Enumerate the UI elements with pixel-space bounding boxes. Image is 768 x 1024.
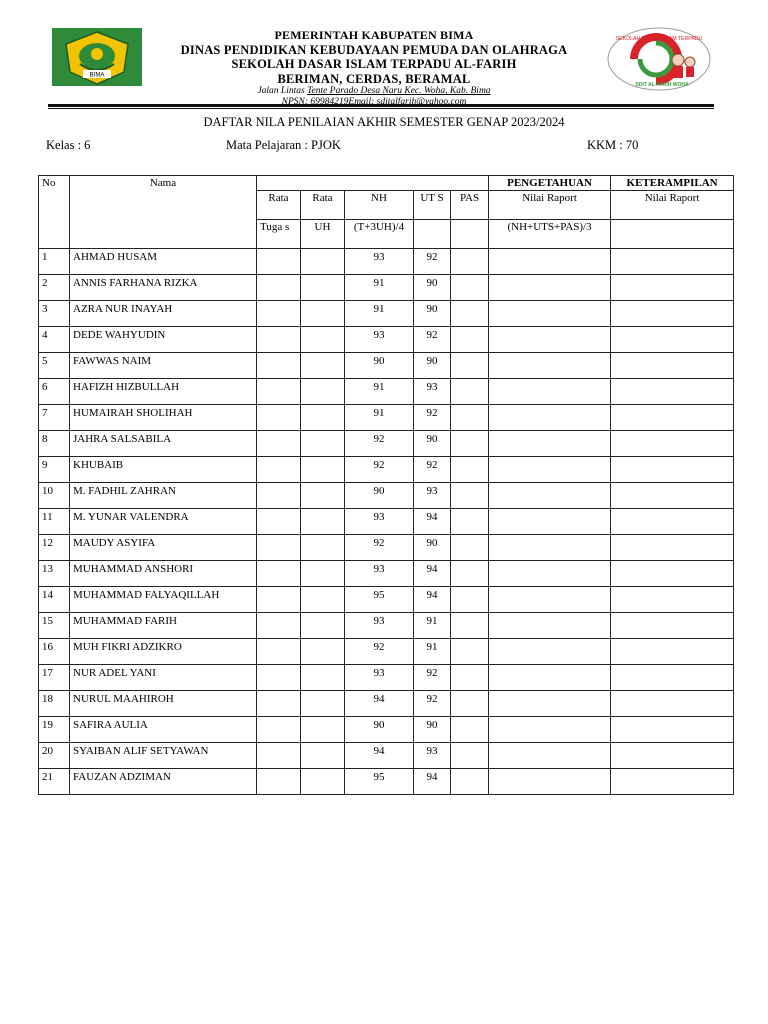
table-row [39,613,734,639]
cell-nh: 93 [345,249,414,275]
cell-pas [451,379,489,405]
cell-pas [451,717,489,743]
document-title: DAFTAR NILA PENILAIAN AKHIR SEMESTER GENAP 2023/2024 [203,115,565,129]
cell-raport-pengetahuan [489,509,611,535]
cell-raport-pengetahuan [489,613,611,639]
cell-no: 4 [39,327,70,353]
cell-nama: HUMAIRAH SHOLIHAH [70,405,257,431]
letterhead [0,0,768,110]
cell-uts: 90 [414,301,451,327]
table-row [39,639,734,665]
table-row [39,691,734,717]
cell-nh: 90 [345,717,414,743]
cell-raport-pengetahuan [489,327,611,353]
cell-rata-tugas [257,639,301,665]
cell-raport-pengetahuan [489,301,611,327]
cell-pas [451,613,489,639]
cell-raport-keterampilan [611,405,734,431]
header-blank [257,176,489,191]
cell-rata-tugas [257,301,301,327]
cell-raport-pengetahuan [489,535,611,561]
cell-no: 17 [39,665,70,691]
cell-raport-keterampilan [611,301,734,327]
cell-rata-tugas [257,561,301,587]
cell-raport-pengetahuan [489,587,611,613]
header-raport-formula: (NH+UTS+PAS)/3 [489,220,611,249]
cell-uts: 92 [414,691,451,717]
cell-rata-tugas [257,405,301,431]
address-prefix: Jalan Lintas [257,86,308,96]
cell-raport-pengetahuan [489,483,611,509]
cell-pas [451,483,489,509]
cell-pas [451,353,489,379]
cell-uts: 91 [414,613,451,639]
cell-nh: 95 [345,587,414,613]
header-uh: UH [301,220,345,249]
cell-rata-uh [301,509,345,535]
cell-rata-tugas [257,743,301,769]
table-row [39,249,734,275]
cell-rata-uh [301,743,345,769]
cell-uts: 90 [414,431,451,457]
cell-nh: 95 [345,769,414,795]
header-contact: NPSN: 69984219Email: sditalfarih@yahoo.com [281,97,467,107]
cell-uts: 90 [414,353,451,379]
cell-raport-pengetahuan [489,561,611,587]
cell-nama: FAUZAN ADZIMAN [70,769,257,795]
cell-rata-tugas [257,587,301,613]
cell-no: 5 [39,353,70,379]
cell-pas [451,587,489,613]
cell-rata-uh [301,665,345,691]
bima-regency-logo [50,26,144,88]
cell-raport-pengetahuan [489,691,611,717]
table-row [39,457,734,483]
table-row [39,431,734,457]
cell-nh: 94 [345,743,414,769]
cell-rata-tugas [257,717,301,743]
cell-rata-uh [301,639,345,665]
header-address [146,86,602,97]
cell-uts: 94 [414,769,451,795]
cell-nama: M. YUNAR VALENDRA [70,509,257,535]
cell-raport-keterampilan [611,327,734,353]
header-pengetahuan: PENGETAHUAN [489,176,611,191]
cell-nama: MUHAMMAD ANSHORI [70,561,257,587]
cell-uts: 94 [414,587,451,613]
cell-rata-uh [301,431,345,457]
table-row [39,405,734,431]
cell-rata-uh [301,535,345,561]
cell-pas [451,691,489,717]
cell-nama: FAWWAS NAIM [70,353,257,379]
cell-no: 1 [39,249,70,275]
cell-rata-uh [301,275,345,301]
cell-uts: 92 [414,249,451,275]
cell-raport-keterampilan [611,743,734,769]
cell-pas [451,665,489,691]
cell-no: 15 [39,613,70,639]
table-row [39,587,734,613]
cell-raport-keterampilan [611,379,734,405]
header-motto: BERIMAN, CERDAS, BERAMAL [277,71,471,86]
cell-nh: 91 [345,379,414,405]
table-row [39,509,734,535]
cell-raport-pengetahuan [489,405,611,431]
header-uts: UT S [414,191,451,220]
header-line-1: PEMERINTAH KABUPATEN BIMA [274,28,474,42]
cell-raport-pengetahuan [489,249,611,275]
header-line-2: DINAS PENDIDIKAN KEBUDAYAAN PEMUDA DAN OLAHRAGA [180,42,568,57]
cell-raport-pengetahuan [489,275,611,301]
cell-raport-keterampilan [611,691,734,717]
cell-rata-uh [301,249,345,275]
letterhead-rule-thick [48,104,714,107]
cell-uts: 90 [414,535,451,561]
cell-nama: HAFIZH HIZBULLAH [70,379,257,405]
header-line-3: SEKOLAH DASAR ISLAM TERPADU AL-FARIH [231,57,517,71]
cell-rata-tugas [257,691,301,717]
cell-raport-pengetahuan [489,665,611,691]
table-row [39,275,734,301]
school-logo [606,26,712,92]
cell-raport-keterampilan [611,509,734,535]
header-nilai-raport-keterampilan: Nilai Raport [611,191,734,220]
cell-uts: 92 [414,405,451,431]
cell-no: 13 [39,561,70,587]
cell-rata-uh [301,353,345,379]
cell-no: 7 [39,405,70,431]
table-row [39,301,734,327]
cell-nama: MUHAMMAD FARIH [70,613,257,639]
cell-no: 18 [39,691,70,717]
cell-nama: SAFIRA AULIA [70,717,257,743]
cell-rata-uh [301,327,345,353]
cell-raport-keterampilan [611,431,734,457]
cell-no: 2 [39,275,70,301]
cell-rata-tugas [257,431,301,457]
cell-nama: SYAIBAN ALIF SETYAWAN [70,743,257,769]
cell-uts: 91 [414,639,451,665]
cell-no: 9 [39,457,70,483]
cell-rata-uh [301,379,345,405]
letterhead-text [146,28,602,108]
header-nh: NH [345,191,414,220]
cell-nama: M. FADHIL ZAHRAN [70,483,257,509]
cell-rata-uh [301,613,345,639]
cell-rata-tugas [257,769,301,795]
cell-uts: 93 [414,483,451,509]
cell-raport-keterampilan [611,561,734,587]
cell-pas [451,431,489,457]
header-tugas: Tuga s [257,220,301,249]
table-row [39,327,734,353]
cell-uts: 94 [414,561,451,587]
cell-nh: 93 [345,561,414,587]
cell-raport-keterampilan [611,353,734,379]
cell-pas [451,301,489,327]
cell-rata-uh [301,301,345,327]
cell-nh: 94 [345,691,414,717]
subject-label: Mata Pelajaran : PJOK [226,138,341,152]
header-keterampilan: KETERAMPILAN [611,176,734,191]
cell-pas [451,535,489,561]
cell-pas [451,249,489,275]
cell-nama: JAHRA SALSABILA [70,431,257,457]
cell-raport-keterampilan [611,249,734,275]
header-keterampilan-sub [611,220,734,249]
cell-nama: DEDE WAHYUDIN [70,327,257,353]
cell-raport-keterampilan [611,613,734,639]
table-row [39,561,734,587]
table-row [39,769,734,795]
cell-rata-tugas [257,353,301,379]
cell-rata-tugas [257,275,301,301]
cell-nh: 93 [345,327,414,353]
header-nama: Nama [70,176,257,249]
header-uts-sub [414,220,451,249]
cell-nh: 90 [345,353,414,379]
cell-raport-keterampilan [611,717,734,743]
cell-rata-uh [301,457,345,483]
cell-raport-pengetahuan [489,379,611,405]
cell-no: 19 [39,717,70,743]
cell-rata-uh [301,691,345,717]
cell-pas [451,639,489,665]
cell-uts: 92 [414,327,451,353]
cell-nh: 90 [345,483,414,509]
cell-uts: 93 [414,743,451,769]
cell-pas [451,457,489,483]
logo-left-text: BIMA [89,72,105,79]
cell-rata-tugas [257,457,301,483]
cell-no: 6 [39,379,70,405]
cell-rata-tugas [257,613,301,639]
header-rata-uh: Rata [301,191,345,220]
cell-nh: 93 [345,613,414,639]
cell-raport-pengetahuan [489,457,611,483]
cell-no: 10 [39,483,70,509]
table-row [39,353,734,379]
cell-nama: AHMAD HUSAM [70,249,257,275]
cell-rata-tugas [257,249,301,275]
cell-raport-keterampilan [611,587,734,613]
cell-rata-uh [301,561,345,587]
cell-nh: 93 [345,665,414,691]
cell-no: 11 [39,509,70,535]
cell-rata-uh [301,587,345,613]
address-detail: Tente Parado Desa Naru Kec. Woha, Kab. Bima [307,86,491,96]
cell-nama: NURUL MAAHIROH [70,691,257,717]
table-row [39,743,734,769]
cell-rata-uh [301,483,345,509]
table-row [39,717,734,743]
table-row [39,379,734,405]
cell-raport-pengetahuan [489,717,611,743]
cell-nh: 92 [345,639,414,665]
cell-no: 14 [39,587,70,613]
cell-rata-tugas [257,379,301,405]
cell-raport-keterampilan [611,535,734,561]
cell-raport-keterampilan [611,457,734,483]
header-no: No [39,176,70,249]
cell-nh: 92 [345,457,414,483]
cell-rata-tugas [257,535,301,561]
cell-pas [451,769,489,795]
header-pas: PAS [451,191,489,220]
table-row [39,483,734,509]
cell-nama: KHUBAIB [70,457,257,483]
cell-pas [451,743,489,769]
cell-rata-tugas [257,509,301,535]
cell-uts: 94 [414,509,451,535]
cell-raport-pengetahuan [489,743,611,769]
cell-nama: MAUDY ASYIFA [70,535,257,561]
table-row [39,665,734,691]
cell-no: 20 [39,743,70,769]
cell-rata-tugas [257,327,301,353]
header-pas-sub [451,220,489,249]
cell-nh: 92 [345,431,414,457]
logo-right-top-text: SEKOLAH DASAR ISLAM TERPADU [615,36,703,42]
cell-nh: 92 [345,535,414,561]
cell-rata-tugas [257,665,301,691]
header-rata-tugas: Rata [257,191,301,220]
grades-table [38,175,734,795]
header-nh-formula: (T+3UH)/4 [345,220,414,249]
cell-pas [451,561,489,587]
cell-no: 12 [39,535,70,561]
kkm-label: KKM : 70 [587,138,639,152]
cell-nama: AZRA NUR INAYAH [70,301,257,327]
cell-rata-uh [301,405,345,431]
cell-uts: 92 [414,665,451,691]
cell-rata-uh [301,717,345,743]
cell-pas [451,275,489,301]
header-nilai-raport-pengetahuan: Nilai Raport [489,191,611,220]
cell-raport-pengetahuan [489,431,611,457]
cell-uts: 90 [414,717,451,743]
cell-pas [451,509,489,535]
cell-rata-tugas [257,483,301,509]
cell-no: 8 [39,431,70,457]
class-label: Kelas : 6 [46,138,91,152]
cell-no: 21 [39,769,70,795]
cell-raport-pengetahuan [489,639,611,665]
cell-no: 3 [39,301,70,327]
cell-nh: 93 [345,509,414,535]
cell-no: 16 [39,639,70,665]
cell-raport-pengetahuan [489,769,611,795]
cell-pas [451,405,489,431]
table-row [39,535,734,561]
cell-uts: 90 [414,275,451,301]
cell-nama: ANNIS FARHANA RIZKA [70,275,257,301]
cell-raport-keterampilan [611,483,734,509]
cell-nh: 91 [345,405,414,431]
letterhead-rule-thin [48,108,714,109]
logo-right-bottom-text: SDIT AL-FARIH WOHA [635,82,689,88]
cell-uts: 92 [414,457,451,483]
cell-nh: 91 [345,275,414,301]
cell-raport-keterampilan [611,639,734,665]
cell-raport-pengetahuan [489,353,611,379]
cell-raport-keterampilan [611,275,734,301]
cell-rata-uh [301,769,345,795]
cell-nama: MUH FIKRI ADZIKRO [70,639,257,665]
cell-uts: 93 [414,379,451,405]
cell-nh: 91 [345,301,414,327]
cell-raport-keterampilan [611,665,734,691]
cell-pas [451,327,489,353]
cell-nama: NUR ADEL YANI [70,665,257,691]
cell-raport-keterampilan [611,769,734,795]
cell-nama: MUHAMMAD FALYAQILLAH [70,587,257,613]
